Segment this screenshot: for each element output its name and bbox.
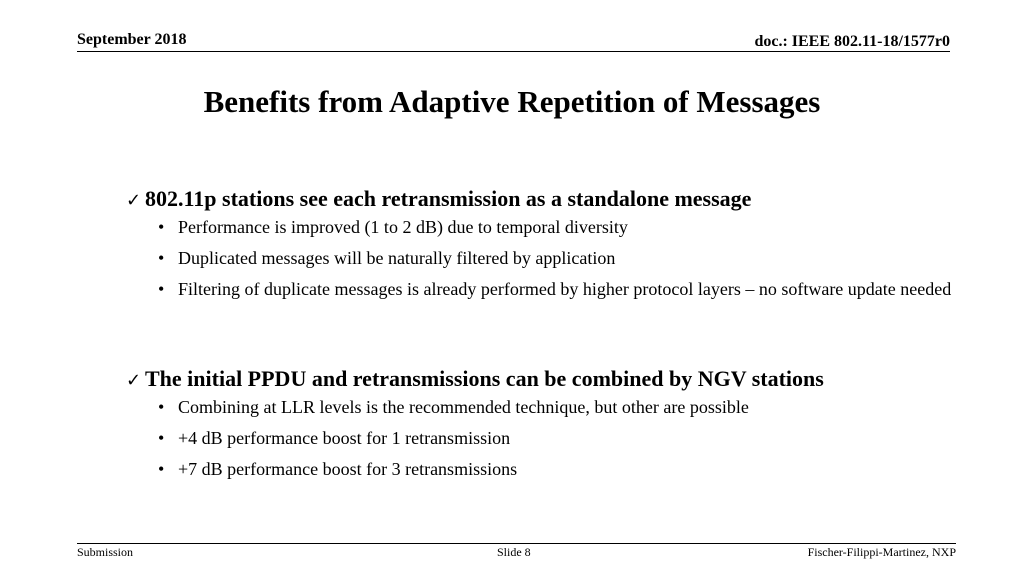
bullet-text: +7 dB performance boost for 3 retransmissions (178, 459, 518, 479)
bullet-dot-icon: • (158, 459, 165, 479)
section-1 (126, 186, 956, 309)
footer-submission: Submission (77, 545, 134, 559)
footer-divider (77, 543, 956, 544)
bullet-text: Filtering of duplicate messages is already performed by higher protocol layers – no software update needed (178, 279, 952, 299)
bullet-dot-icon: • (158, 397, 165, 417)
bullet-dot-icon: • (158, 279, 165, 299)
bullet-dot-icon: • (158, 248, 165, 268)
bullet-item (158, 427, 956, 450)
bullet-dot-icon: • (158, 217, 165, 237)
bullet-item (158, 216, 956, 239)
header-doc-id: doc.: IEEE 802.11-18/1577r0 (754, 33, 950, 50)
bullet-item (158, 247, 956, 270)
section-2-bullet-list (126, 396, 956, 481)
bullet-text: Combining at LLR levels is the recommended technique, but other are possible (178, 397, 749, 417)
section-1-heading-text: 802.11p stations see each retransmission as a standalone message (145, 186, 752, 211)
footer-authors: Fischer-Filippi-Martinez, NXP (807, 545, 956, 559)
bullet-text: +4 dB performance boost for 1 retransmission (178, 428, 511, 448)
bullet-item (158, 396, 956, 419)
bullet-text: Performance is improved (1 to 2 dB) due to temporal diversity (178, 217, 628, 237)
header-divider (77, 51, 950, 52)
section-2-heading-text: The initial PPDU and retransmissions can be combined by NGV stations (145, 366, 824, 391)
bullet-item (158, 278, 956, 301)
bullet-text: Duplicated messages will be naturally filtered by application (178, 248, 616, 268)
section-1-heading (126, 186, 956, 212)
bullet-dot-icon: • (158, 428, 165, 448)
header-date: September 2018 (77, 31, 187, 48)
section-2-heading (126, 366, 956, 392)
slide-title: Benefits from Adaptive Repetition of Messages (203, 84, 821, 119)
checkmark-icon: ✓ (126, 190, 142, 211)
checkmark-icon: ✓ (126, 370, 142, 391)
section-1-bullet-list (126, 216, 956, 301)
footer-slide-number: Slide 8 (497, 545, 531, 559)
bullet-item (158, 458, 956, 481)
section-2 (126, 366, 956, 489)
